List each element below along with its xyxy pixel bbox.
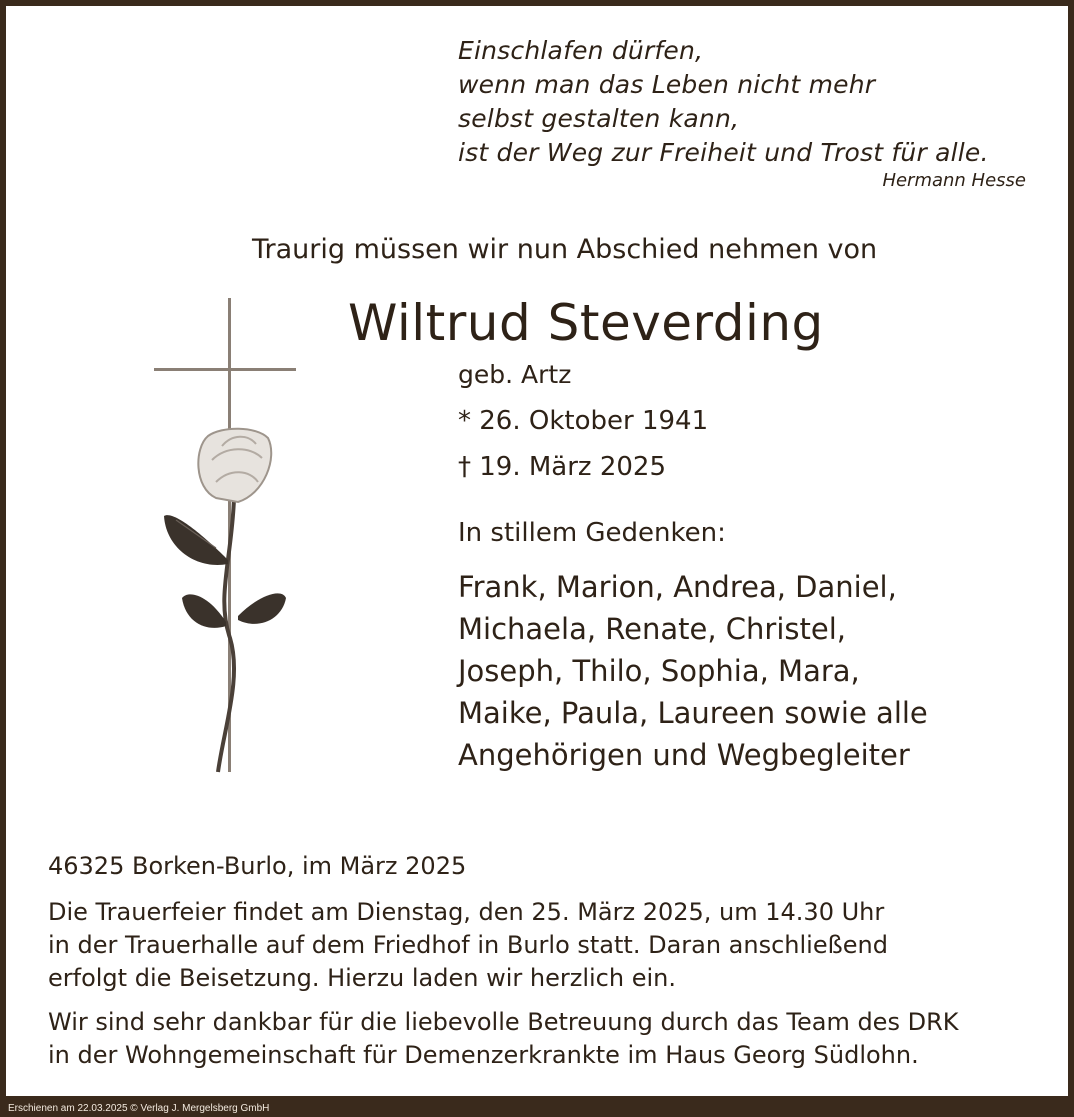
maiden-name: geb. Artz	[458, 360, 572, 389]
mourners-line: Maike, Paula, Laureen sowie alle	[458, 696, 928, 730]
poem-line: Einschlafen dürfen,	[458, 36, 704, 65]
death-date: † 19. März 2025	[458, 452, 667, 482]
publication-footer: Erschienen am 22.03.2025 © Verlag J. Mergelsberg GmbH	[8, 1103, 270, 1114]
obituary-card	[6, 6, 1068, 1096]
poem-line: ist der Weg zur Freiheit und Trost für alle.	[458, 138, 989, 167]
mourners-line: Michaela, Renate, Christel,	[458, 612, 846, 646]
rose-icon	[164, 429, 286, 772]
cross-and-rose-decoration	[146, 298, 316, 778]
poem	[458, 34, 989, 170]
poem-author: Hermann Hesse	[882, 170, 1026, 191]
mourners-line: Joseph, Thilo, Sophia, Mara,	[458, 654, 860, 688]
thanks-text	[48, 1006, 1048, 1072]
mourners-line: Angehörigen und Wegbegleiter	[458, 738, 910, 772]
mourners-line: Frank, Marion, Andrea, Daniel,	[458, 570, 897, 604]
birth-date: * 26. Oktober 1941	[458, 406, 709, 436]
place-and-date: 46325 Borken-Burlo, im März 2025	[48, 852, 467, 880]
intro-text: Traurig müssen wir nun Abschied nehmen von	[252, 234, 878, 265]
funeral-line: Die Trauerfeier findet am Dienstag, den 25. März 2025, um 14.30 Uhr	[48, 898, 885, 926]
memory-label: In stillem Gedenken:	[458, 518, 726, 548]
poem-line: wenn man das Leben nicht mehr	[458, 70, 876, 99]
funeral-info	[48, 896, 1038, 995]
poem-line: selbst gestalten kann,	[458, 104, 740, 133]
mourners-list	[458, 566, 928, 776]
thanks-line: Wir sind sehr dankbar für die liebevolle Betreuung durch das Team des DRK	[48, 1008, 959, 1036]
funeral-line: in der Trauerhalle auf dem Friedhof in Burlo statt. Daran anschließend	[48, 931, 888, 959]
thanks-line: in der Wohngemeinschaft für Demenzerkrankte im Haus Georg Südlohn.	[48, 1041, 919, 1069]
funeral-line: erfolgt die Beisetzung. Hierzu laden wir herzlich ein.	[48, 964, 676, 992]
deceased-name: Wiltrud Steverding	[348, 294, 824, 352]
